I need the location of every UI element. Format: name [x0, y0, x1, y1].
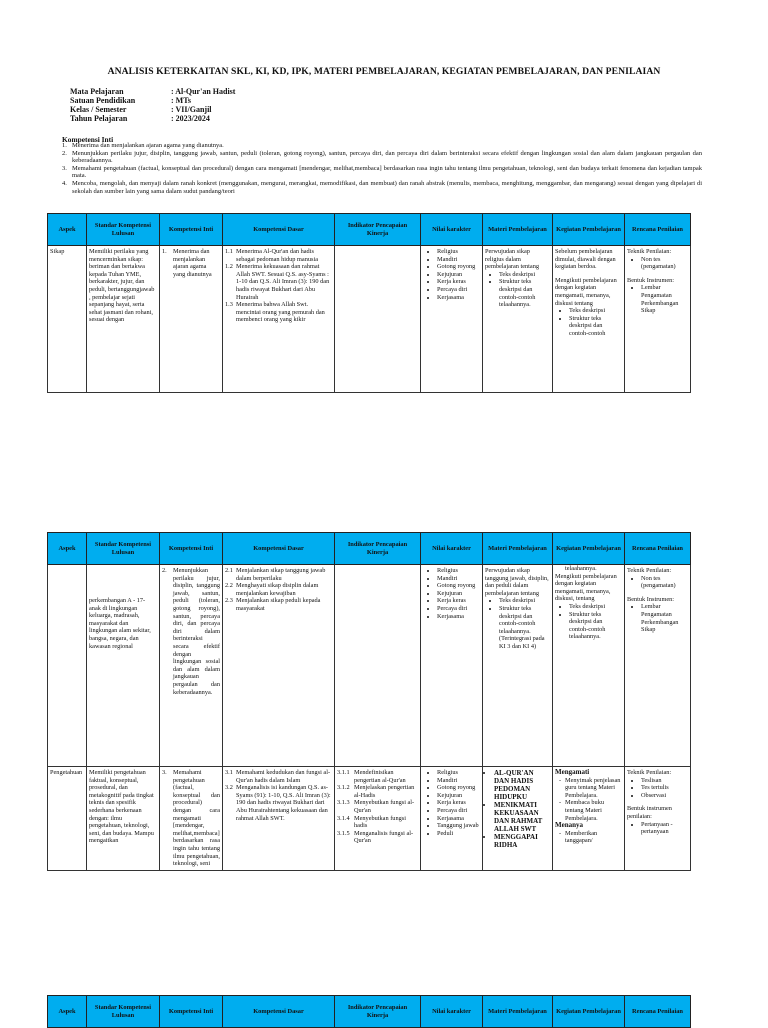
- list-item: • Struktur teks deskripsi dan contoh-contoh telaahannya.: [499, 278, 550, 308]
- header-rencana: Rencana Penilaian: [625, 996, 691, 1028]
- kd-number: 2.3: [225, 597, 233, 605]
- list-item: • MENIKMATI KEKUASAAN DAN RAHMAT ALLAH SWT: [494, 801, 550, 833]
- cell-kd: [223, 246, 335, 393]
- list-item: • Non tes (pengamatan): [641, 575, 688, 590]
- ki-number: 4.: [62, 179, 67, 187]
- kd-number: 1.2: [225, 263, 233, 271]
- meta-row: [70, 87, 235, 96]
- list-item: • Pertanyaan -pertanyaan: [641, 821, 688, 836]
- kd-text: Menghayati sikap disiplin dalam menjalankan kewajiban: [236, 582, 319, 597]
- header-kd: Kompetensi Dasar: [223, 214, 335, 246]
- header-kegiatan: Kegiatan Pembelajaran: [553, 214, 625, 246]
- meta-row: [70, 105, 235, 114]
- header-nilai: Nilai karakter: [421, 996, 483, 1028]
- materi-list: [485, 769, 550, 849]
- list-item: • Mandiri: [437, 256, 480, 264]
- list-item: • Kerja keras: [437, 799, 480, 807]
- cell-materi: [483, 767, 553, 871]
- kd-item: [225, 248, 332, 263]
- kd-text: Menganalisis isi kandungan Q.S. as-Syams (91): 1-10, Q.S. Ali Imran (3): 190 dan hadis riwayat Bukhari dari Abu Hurairahtentang kekuasaan dan rahmat Allah SWT.: [236, 784, 331, 822]
- rencana-list: [627, 821, 688, 836]
- cell-materi: [483, 565, 553, 767]
- list-item: • Kerja keras: [437, 597, 480, 605]
- meta-key: Tahun Pelajaran: [70, 114, 128, 123]
- rencana-list: [627, 575, 688, 590]
- table-row: [48, 565, 691, 767]
- list-item: • Tes tertulis: [641, 784, 688, 792]
- header-nilai: Nilai karakter: [421, 533, 483, 565]
- list-item: • Lembar Pengamatan Perkembangan Sikap: [641, 284, 688, 314]
- kd-number: 2.2: [225, 582, 233, 590]
- meta-key: Kelas / Semester: [70, 105, 127, 114]
- kegiatan-heading: Menanya: [555, 821, 583, 830]
- kd-item: [225, 582, 332, 597]
- rencana-list: [627, 603, 688, 633]
- kd-number: 3.2: [225, 784, 233, 792]
- header-materi: Materi Pembelajaran: [483, 214, 553, 246]
- list-item: • Struktur teks deskripsi dan contoh-contoh telaahannya.: [569, 611, 622, 641]
- list-item: • Kejujuran: [437, 590, 480, 598]
- cell-rencana: [625, 565, 691, 767]
- list-item: • Gotong royong: [437, 784, 480, 792]
- cell-rencana: [625, 246, 691, 393]
- list-item: • Teks deskripsi: [499, 597, 550, 605]
- table-header-row: [48, 996, 691, 1028]
- header-kegiatan: Kegiatan Pembelajaran: [553, 533, 625, 565]
- ki-text: Memahami pengetahuan (factual, konseptual dan procedural) dengan cara mengamati [mendengar, melihat,membaca] berdasarkan rasa ingin tahu tentang ilmu pengetahuan, teknologi, seni dan budaya terkait fenomena dan kejadian tampak mata.: [72, 164, 702, 180]
- table-row: [48, 767, 691, 871]
- ipk-number: 3.1.4: [337, 814, 350, 822]
- list-item: • Observasi: [641, 792, 688, 800]
- kegiatan-list: [555, 307, 622, 337]
- kd-item: [225, 567, 332, 582]
- kegiatan-text: Menyimak penjelasan guru tentang Materi Pembelajara.: [565, 776, 621, 799]
- ipk-item: [337, 769, 418, 784]
- ki-number: 3.: [162, 769, 167, 776]
- list-item: • Non tes (pengamatan): [641, 256, 688, 271]
- cell-ki: [160, 565, 223, 767]
- kegiatan-paragraph: Mengikuti pembelajaran dengan kegiatan mengamati, menanya, diskusi tentang: [555, 276, 617, 307]
- kegiatan-paragraph: Mengikuti pembelajaran dengan kegiatan mengamati, menanya, diskusi, tentang: [555, 572, 617, 603]
- ipk-number: 3.1.5: [337, 829, 350, 837]
- ki-item: [62, 165, 702, 180]
- header-skl: Standar Kompetensi Lulusan: [87, 996, 160, 1028]
- ipk-number: 3.1.3: [337, 799, 350, 807]
- kd-number: 3.1: [225, 769, 233, 776]
- kd-text: Menerima Al-Qur'an dan hadis sebagai pedoman hidup manusia: [236, 248, 319, 263]
- kd-text: Menerima bahwa Allah Swt. mencintai orang yang pemurah dan membenci orang yang kikir: [236, 301, 325, 324]
- cell-nilai: [421, 767, 483, 871]
- meta-block: [70, 87, 235, 123]
- header-ipk: Indikator Pencapaian Kinerja: [335, 214, 421, 246]
- ki-text: Menerima dan menjalankan ajaran agama yang dianutnya: [173, 248, 212, 278]
- cell-aspek: Sikap: [48, 246, 87, 393]
- ipk-item: [337, 815, 418, 830]
- ki-number: 2.: [62, 149, 67, 157]
- materi-intro: Perwujudan sikap religius dalam pembelajaran tentang: [485, 248, 540, 271]
- ki-number: 1.: [62, 142, 67, 149]
- list-item: • AL-QUR'AN DAN HADIS PEDOMAN HIDUPKU: [494, 769, 550, 801]
- kd-number: 2.1: [225, 567, 233, 574]
- list-item: • Teks deskripsi: [499, 271, 550, 279]
- list-item: • Kerjasama: [437, 294, 480, 302]
- rencana-label: Bentuk instrumen penilaian:: [627, 805, 672, 820]
- nilai-list: [423, 248, 480, 301]
- materi-intro: Perwujudan sikap tanggung jawab, disiplin, dan peduli dalam pembelajaran tentang: [485, 567, 549, 597]
- list-item: • MENGGAPAI RIDHA: [494, 833, 550, 849]
- kd-item: [225, 263, 332, 301]
- cell-rencana: [625, 767, 691, 871]
- header-ipk: Indikator Pencapaian Kinerja: [335, 996, 421, 1028]
- ki-text: Menunjukkan perilaku jujur, disiplin, tanggung jawab, santun, peduli (toleran, gotong royong), santun, percaya diri, dan percaya diri dalam berinteraksi secara efektif dengan lingkungan sosial dan alam dalam jangkauan pergaulan dan keberadaannya.: [72, 149, 702, 165]
- header-aspek: Aspek: [48, 533, 87, 565]
- meta-row: [70, 114, 235, 123]
- rencana-list: [627, 777, 688, 800]
- list-item: • Teks deskripsi: [569, 603, 622, 611]
- nilai-list: [423, 769, 480, 837]
- ipk-item: [337, 784, 418, 799]
- ipk-text: Menyebutkan fungsi al-Qur'an: [354, 799, 415, 814]
- meta-row: [70, 96, 235, 105]
- cell-skl: Memiliki pengetahuan faktual, konseptual, prosedural, dan metakognitif pada tingkat teknis dan spesifik sederhana berkenaan dengan: ilmu pengetahuan, teknologi, seni, dan budaya. Mampu mengaitkan: [87, 767, 160, 871]
- meta-value: : 2023/2024: [171, 114, 210, 123]
- ki-text: Menunjukkan perilaku jujur, disiplin, tanggung jawab, santun, peduli (toleran, gotong royong), santun, percaya diri, dan percaya diri dalam berinteraksi secara efektif dengan lingkungan sosial dan alam dalam jangkauan pergaulan dan keberadaannya.: [173, 567, 220, 696]
- table-header-row: [48, 533, 691, 565]
- kd-text: Menjalankan sikap peduli kepada masyarakat: [236, 597, 321, 612]
- header-materi: Materi Pembelajaran: [483, 533, 553, 565]
- list-item: • Percaya diri: [437, 286, 480, 294]
- meta-value: : VII/Ganjil: [171, 105, 212, 114]
- rencana-list: [627, 284, 688, 314]
- cell-nilai: [421, 246, 483, 393]
- ki-heading: Kompetensi Inti: [62, 135, 114, 144]
- list-item: • Kejujuran: [437, 792, 480, 800]
- kegiatan-text: Memberikan tanggapan/: [565, 829, 598, 845]
- list-item: - Membaca buku tentang Materi Pembelajara.: [555, 799, 622, 822]
- ki-item: [62, 180, 702, 195]
- header-kd: Kompetensi Dasar: [223, 533, 335, 565]
- cell-ki: [160, 767, 223, 871]
- kegiatan-heading: Mengamati: [555, 768, 590, 776]
- meta-value: : MTs: [171, 96, 191, 105]
- skl-text: perkembangan A - 17- anak di lingkungan keluarga, madrasah, masyarakat dan lingkungan alam sekitar, bangsa, negara, dan kawasan regional: [89, 597, 151, 650]
- kd-item: [225, 301, 332, 324]
- meta-value: : Al-Qur'an Hadist: [171, 87, 236, 96]
- kegiatan-list: [555, 603, 622, 641]
- materi-list: [485, 597, 550, 650]
- kd-item: [225, 769, 332, 784]
- list-item: • Tanggung jawab: [437, 822, 480, 830]
- header-ki: Kompetensi Inti: [160, 214, 223, 246]
- cell-ipk: [335, 565, 421, 767]
- list-item: • Struktur teks deskripsi dan contoh-contoh telaahannya. (Terintegrasi pada KI 3 dan KI 4): [499, 605, 550, 651]
- ipk-text: Menyebutkan fungsi hadis: [354, 814, 406, 830]
- header-ki: Kompetensi Inti: [160, 533, 223, 565]
- list-item: - Memberikan tanggapan/: [555, 830, 622, 845]
- materi-list: [485, 271, 550, 309]
- ipk-number: 3.1.1: [337, 769, 350, 776]
- header-kd: Kompetensi Dasar: [223, 996, 335, 1028]
- kd-text: Menerima kekuasaan dan rahmat Allah SWT. Sesuai Q.S. asy-Syams : 1-10 dan Q.S. Ali Imran (3): 190 dan hadis riwayat Bukhari dari Abu Hurairah: [236, 263, 330, 301]
- list-item: • Religius: [437, 769, 480, 777]
- list-item: • Peduli: [437, 830, 480, 838]
- analysis-table-2: [47, 532, 691, 871]
- rencana-label: Bentuk Instrumen:: [627, 276, 675, 284]
- list-item: • Kerjasama: [437, 613, 480, 621]
- meta-key: Mata Pelajaran: [70, 87, 124, 96]
- list-item: • Kejujuran: [437, 271, 480, 279]
- ki-list: [62, 142, 702, 195]
- ki-number: 1.: [162, 248, 167, 255]
- kd-item: [225, 597, 332, 612]
- kd-number: 1.3: [225, 301, 233, 309]
- ipk-text: Menganalisis fungsi al-Qur'an: [354, 829, 414, 845]
- list-item: • Religius: [437, 248, 480, 256]
- header-nilai: Nilai karakter: [421, 214, 483, 246]
- header-skl: Standar Kompetensi Lulusan: [87, 214, 160, 246]
- meta-key: Satuan Pendidikan: [70, 96, 136, 105]
- ipk-number: 3.1.2: [337, 784, 350, 792]
- ipk-item: [337, 830, 418, 845]
- list-item: • Gotong royong: [437, 582, 480, 590]
- list-item: • Gotong royong: [437, 263, 480, 271]
- rencana-label: Teknik Penilaian:: [627, 567, 672, 574]
- ki-item: [62, 142, 702, 150]
- table-row: [48, 246, 691, 393]
- ki-text: Menerima dan menjalankan ajaran agama yang dianutnya.: [72, 142, 224, 149]
- list-item: • Teslisan: [641, 777, 688, 785]
- document-title: ANALISIS KETERKAITAN SKL, KI, KD, IPK, MATERI PEMBELAJARAN, KEGIATAN PEMBELAJARAN, DAN PENILAIAN: [107, 66, 661, 77]
- header-ki: Kompetensi Inti: [160, 996, 223, 1028]
- ki-number: 3.: [62, 164, 67, 172]
- nilai-list: [423, 567, 480, 620]
- kegiatan-paragraph: Sebelum pembelajaran dimulai, diawali dengan kegiatan berdoa.: [555, 248, 616, 271]
- header-ipk: Indikator Pencapaian Kinerja: [335, 533, 421, 565]
- list-item: • Kerjasama: [437, 815, 480, 823]
- cell-ipk: [335, 767, 421, 871]
- header-rencana: Rencana Penilaian: [625, 214, 691, 246]
- list-item: • Lembar Pengamatan Perkembangan Sikap: [641, 603, 688, 633]
- list-item: • Struktur teks deskripsi dan contoh-contoh: [569, 315, 622, 338]
- ki-item: [62, 150, 702, 165]
- list-item: - Menyimak penjelasan guru tentang Materi Pembelajara.: [558, 776, 621, 799]
- cell-ki: [160, 246, 223, 393]
- rencana-label: Bentuk Instrumen:: [627, 595, 675, 603]
- header-skl: Standar Kompetensi Lulusan: [87, 533, 160, 565]
- cell-materi: [483, 246, 553, 393]
- rencana-label: Teknik Penilaian:: [627, 248, 672, 255]
- header-materi: Materi Pembelajaran: [483, 996, 553, 1028]
- cell-skl: [87, 565, 160, 767]
- analysis-table-3: [47, 995, 691, 1028]
- ipk-text: Mendefinisikan pengertian al-Qur'an: [354, 769, 406, 784]
- header-aspek: Aspek: [48, 996, 87, 1028]
- kd-text: Menjalankan sikap tanggung jawab dalam berperilaku: [236, 567, 326, 582]
- rencana-label: Teknik Penilaian:: [627, 769, 672, 776]
- header-rencana: Rencana Penilaian: [625, 533, 691, 565]
- list-item: • Kerja keras: [437, 278, 480, 286]
- list-item: • Teks deskripsi: [569, 307, 622, 315]
- cell-aspek: Pengetahuan: [48, 767, 87, 871]
- cell-kd: [223, 767, 335, 871]
- cell-kegiatan: [553, 565, 625, 767]
- cell-kegiatan: [553, 767, 625, 871]
- ki-number: 2.: [162, 567, 167, 574]
- cell-skl: Memiliki perilaku yang mencerminkan sikap: beriman dan bertakwa kepada Tuhan YME, berkarakter, jujur, dan peduli, bertanggungjawab , pembelajar sejati sepanjang hayat, serta sehat jasmani dan rohani, sesuai dengan: [87, 246, 160, 393]
- ki-text: Memahami pengetahuan (factual, konseptual dan procedural) dengan cara mengamati [mendengar, melihat,membaca] berdasarkan rasa ingin tahu tentang ilmu pengetahuan, teknologi, seni: [173, 769, 220, 868]
- kegiatan-continued: telaahannya.: [565, 565, 597, 572]
- ipk-text: Menjelaskan pengertian al-Hadis: [354, 784, 415, 799]
- ipk-item: [337, 799, 418, 814]
- kd-item: [225, 784, 332, 822]
- rencana-list: [627, 256, 688, 271]
- list-item: • Percaya diri: [437, 605, 480, 613]
- cell-ipk: [335, 246, 421, 393]
- kd-text: Memahami kedudukan dan fungsi al-Qur'an hadis dalam Islam: [236, 769, 331, 784]
- ki-text: Mencoba, mengolah, dan menyaji dalam ranah konkret (menggunakan, mengurai, merangkai, memodifikasi, dan membuat) dan ranah abstrak (menulis, membaca, menghitung, menggambar, dan mengarang) sesuai dengan yang dipelajari di sekolah dan sumber lain yang sama dalam sudut pandang/teori: [72, 179, 702, 195]
- kd-number: 1.1: [225, 248, 233, 255]
- kegiatan-text: Membaca buku tentang Materi Pembelajara.: [565, 799, 604, 822]
- header-aspek: Aspek: [48, 214, 87, 246]
- cell-kegiatan: [553, 246, 625, 393]
- list-item: • Religius: [437, 567, 480, 575]
- cell-kd: [223, 565, 335, 767]
- list-item: • Mandiri: [437, 575, 480, 583]
- analysis-table-1: [47, 213, 691, 393]
- table-header-row: [48, 214, 691, 246]
- cell-aspek: [48, 565, 87, 767]
- cell-nilai: [421, 565, 483, 767]
- list-item: • Percaya diri: [437, 807, 480, 815]
- header-kegiatan: Kegiatan Pembelajaran: [553, 996, 625, 1028]
- list-item: • Mandiri: [437, 777, 480, 785]
